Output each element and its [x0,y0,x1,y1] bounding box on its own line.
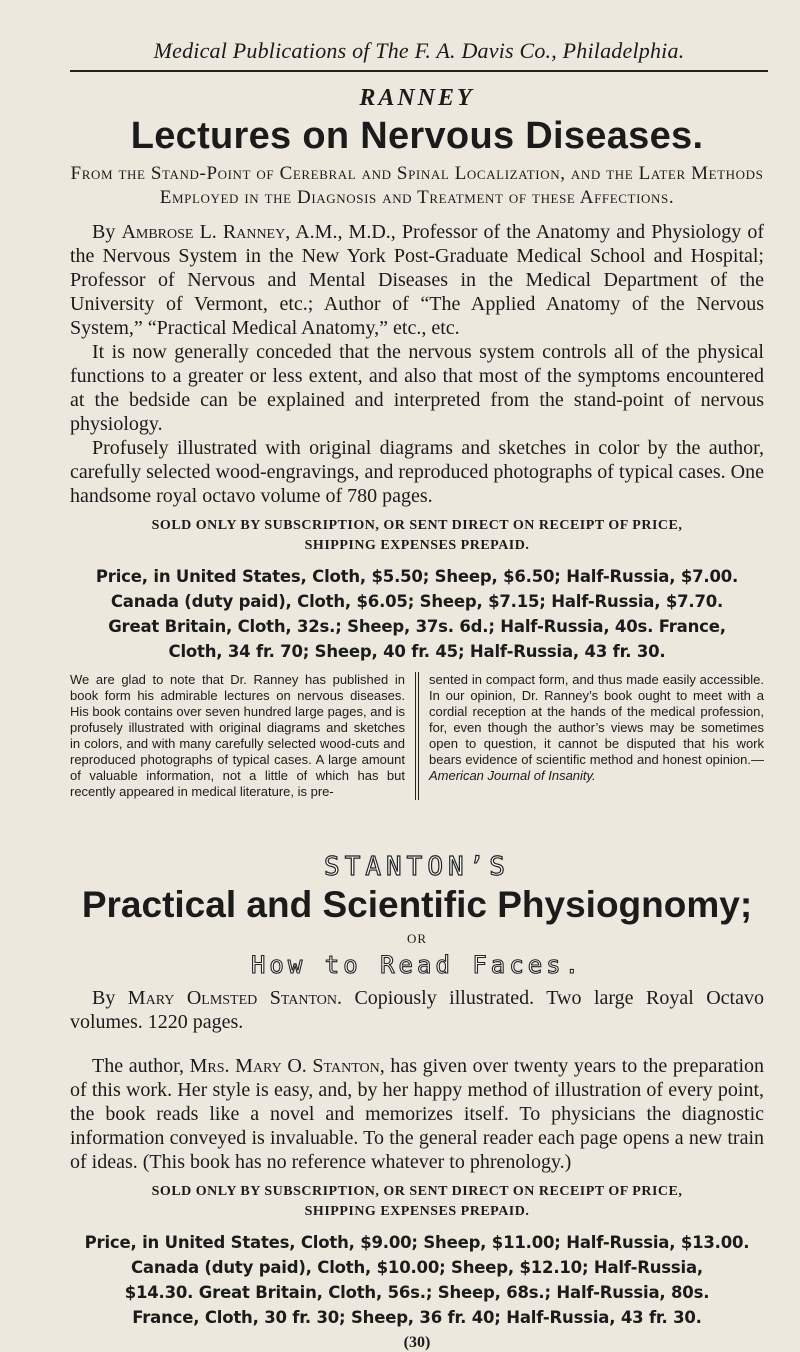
notice-line: SHIPPING EXPENSES PREPAID. [304,1204,530,1219]
book-title: Practical and Scientific Physiognomy; [81,884,753,925]
author-display-heading: RANNEY [359,85,475,111]
price-line: Canada (duty paid), Cloth, $10.00; Sheep, $12.10; Half-Russia, [131,1258,703,1277]
review-quote [70,672,764,800]
description-paragraph [70,1054,764,1174]
stanton-listing [70,852,764,1330]
author-name: Mary Olmsted Stanton [127,987,338,1009]
review-left-column: We are glad to note that Dr. Ranney has published in book form his admirable lectures on nervous diseases. His book contains over seven hundred large pages, and is profusely illustrated with original diagrams and sketches in colors, and with many carefully selected wood-cuts and reproduced photographs of typical cases. A large amount of valuable information, not a little of which has but recently appeared in medical literature, is pre- [70,672,405,799]
byline-prefix: By [92,987,116,1009]
price-line: France, Cloth, 30 fr. 30; Sheep, 36 fr. 40; Half-Russia, 43 fr. 30. [132,1308,702,1327]
book-subtitle: How to Read Faces. [250,951,584,979]
or-separator: OR [406,931,428,946]
price-line: Price, in United States, Cloth, $5.50; Sheep, $6.50; Half-Russia, $7.00. [95,567,739,586]
description-paragraph: It is now generally conceded that the nervous system controls all of the physical functions to a greater or less extent, and also that most of the symptoms encountered at the bedside can be explained and interpreted from the stand-point of nervous physiology. [70,341,764,435]
price-line: Cloth, 34 fr. 70; Sheep, 40 fr. 45; Half-Russia, 43 fr. 30. [168,642,666,661]
illustration-paragraph: Profusely illustrated with original diagrams and sketches in color by the author, carefully selected wood-engravings, and reproduced photographs of typical cases. One handsome royal octavo volume of 780 pages. [70,437,764,507]
notice-line: SOLD ONLY BY SUBSCRIPTION, OR SENT DIRECT ON RECEIPT OF PRICE, [151,518,683,533]
review-source: American Journal of Insanity. [429,768,596,783]
running-head: Medical Publications of The F. A. Davis Co., Philadelphia. [70,0,768,72]
author-name: Mrs. Mary O. Stanton [189,1055,380,1077]
author-paragraph [70,986,764,1034]
review-right-column [429,672,764,800]
price-line: $14.30. Great Britain, Cloth, 56s.; Sheep, 68s.; Half-Russia, 80s. [124,1283,710,1302]
subscription-notice [70,516,764,556]
price-list [70,1230,764,1330]
notice-line: SHIPPING EXPENSES PREPAID. [304,538,530,553]
column-divider [415,672,419,800]
author-credentials: , A.M., M.D., Professor of the Anatomy and Physiology of the Nervous System in the New York Post-Graduate Medical School and Hospital; Professor of Nervous and Mental Diseases in the Medical Department of the University of Vermont, etc.; Author of “The Applied Anatomy of the Nervous System,” “Practical Medical Anatomy,” etc., etc. [70,221,764,339]
price-line: Canada (duty paid), Cloth, $6.05; Sheep, $7.15; Half-Russia, $7.70. [110,592,724,611]
author-display-heading: STANTON’S [324,852,510,882]
byline-details: . Copiously illustrated. Two large Royal Octavo volumes. 1220 pages. [70,987,764,1033]
para-text: , has given over twenty years to the preparation of this work. Her style is easy, and, by her happy method of illustration of every point, the book reads like a novel and memorizes itself. To physicians the diagnostic information conveyed is invaluable. To the general reader each page opens a new train of ideas. (This book has no reference whatever to phrenology.) [70,1055,764,1173]
author-name: Ambrose L. Ranney [121,221,286,243]
review-text: sented in compact form, and thus made easily accessible. In our opinion, Dr. Ranney’s book ought to meet with a cordial reception at the hands of the medical profession, for, even though the author’s views may be sometimes open to question, it cannot be disputed that his work bears evidence of scientific method and honest opinion.— [429,672,764,767]
subscription-notice [70,1182,764,1222]
byline-prefix: By [92,221,116,243]
book-title: Lectures on Nervous Diseases. [130,115,704,157]
book-subtitle: From the Stand-Point of Cerebral and Spinal Localization, and the Later Methods Employed in the Diagnosis and Treatment of these Affections. [70,163,764,208]
price-line: Price, in United States, Cloth, $9.00; Sheep, $11.00; Half-Russia, $13.00. [84,1233,750,1252]
author-paragraph [70,220,764,340]
notice-line: SOLD ONLY BY SUBSCRIPTION, OR SENT DIRECT ON RECEIPT OF PRICE, [151,1184,683,1199]
price-list [70,564,764,664]
price-line: Great Britain, Cloth, 32s.; Sheep, 37s. 6d.; Half-Russia, 40s. France, [108,617,726,636]
ranney-listing [70,84,764,800]
page-number: (30) [403,1334,431,1351]
para-prefix: The author, [92,1055,185,1077]
